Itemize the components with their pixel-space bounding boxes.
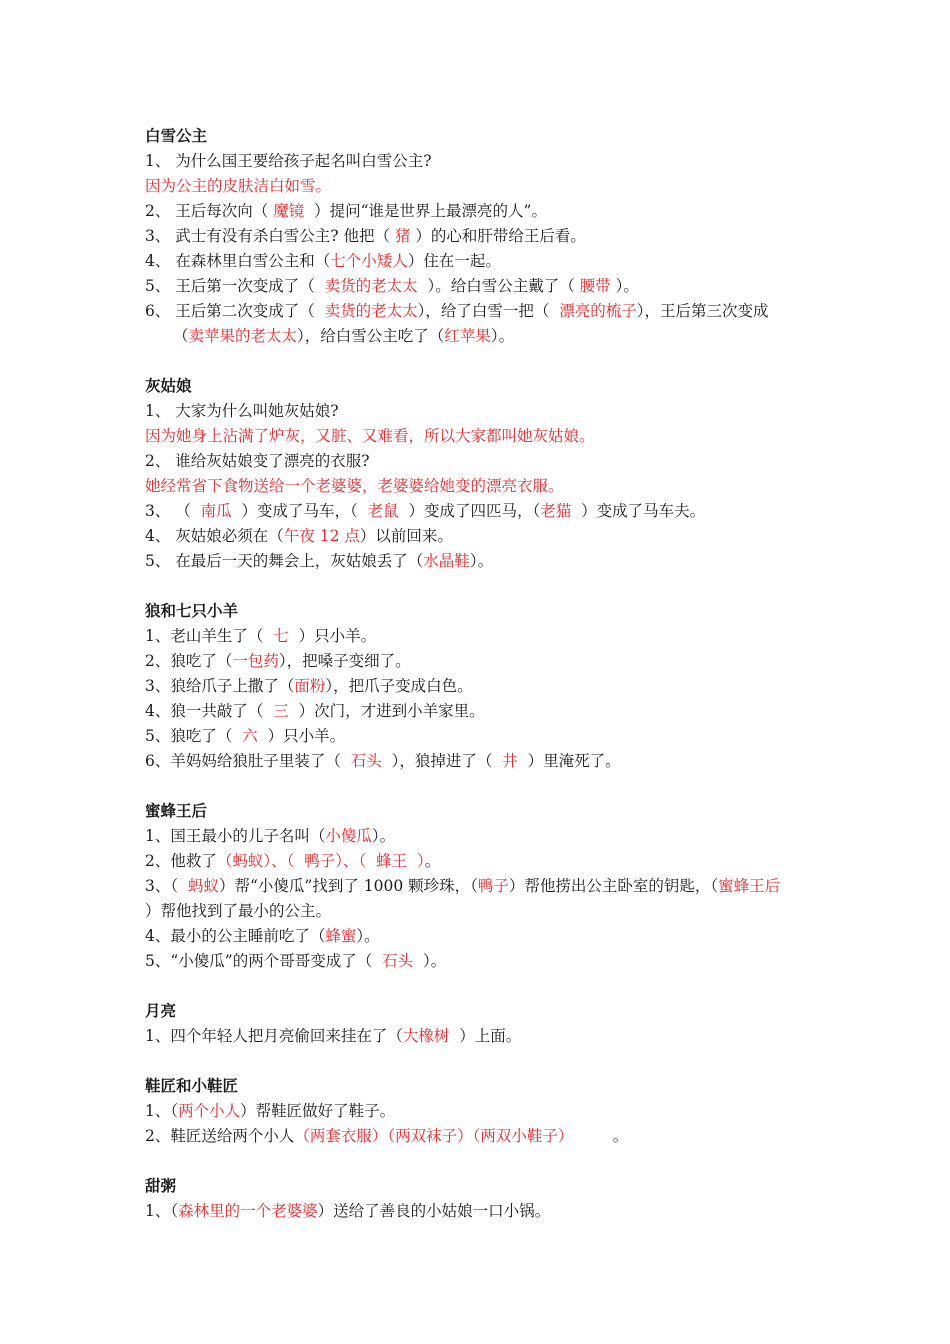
prompt-text: ）变成了四匹马，（ xyxy=(398,502,541,520)
question-line xyxy=(145,274,825,299)
section-title: 狼和七只小羊 xyxy=(145,602,239,620)
answer-text: 井 xyxy=(502,752,518,770)
section-gap xyxy=(145,349,825,374)
answer-text: 因为她身上沾满了炉灰，又脏、又难看，所以大家都叫她灰姑娘。 xyxy=(145,427,595,445)
prompt-text: ）以前回来。 xyxy=(359,527,453,545)
answer-text: 蜂蜜 xyxy=(325,927,357,945)
answer-text: 魔镜 xyxy=(273,202,305,220)
prompt-text: 4、 在森林里白雪公主和（ xyxy=(145,252,331,270)
answer-text: 一包药 xyxy=(232,652,279,670)
prompt-text: ）。 xyxy=(469,552,494,570)
section-title: 鞋匠和小鞋匠 xyxy=(145,1077,239,1095)
question-line xyxy=(145,849,825,874)
answer-text: 卖货的老太太 xyxy=(324,302,418,320)
prompt-text: 2、鞋匠送给两个小人 xyxy=(145,1127,295,1145)
prompt-text: 。 xyxy=(573,1127,629,1145)
prompt-text: ）住在一起。 xyxy=(407,252,501,270)
prompt-text: 1、国王最小的儿子名叫（ xyxy=(145,827,326,845)
prompt-text: 。 xyxy=(424,852,441,870)
prompt-text: ）变成了马车夫。 xyxy=(571,502,706,520)
prompt-text: ）。 xyxy=(610,277,639,295)
answer-text: 南瓜 xyxy=(200,502,232,520)
prompt-text: 5、 王后第一次变成了（ xyxy=(145,277,325,295)
answer-text: 老猫 xyxy=(540,502,572,520)
prompt-text: 5、“小傻瓜”的两个哥哥变成了（ xyxy=(145,952,383,970)
answer-text: 卖货的老太太 xyxy=(324,277,418,295)
prompt-text: 3、狼给爪子上撒了（ xyxy=(145,677,295,695)
prompt-text: 4、最小的公主睡前吃了（ xyxy=(145,927,326,945)
prompt-text: ）。 xyxy=(371,827,396,845)
prompt-text: ），给了白雪一把（ xyxy=(417,302,560,320)
prompt-text: ）变成了马车，（ xyxy=(231,502,368,520)
prompt-text: ）送给了善良的小姑娘一口小锅。 xyxy=(317,1202,551,1220)
question-line xyxy=(145,724,825,749)
question-line xyxy=(145,149,825,174)
answer-text: 老鼠 xyxy=(367,502,399,520)
answer-text: 石头 xyxy=(350,752,382,770)
prompt-text: ）。 xyxy=(413,952,447,970)
question-line xyxy=(145,324,825,349)
prompt-text: 4、狼一共敲了（ xyxy=(145,702,274,720)
prompt-text: ）帮他找到了最小的公主。 xyxy=(145,902,332,920)
section-gap xyxy=(145,974,825,999)
prompt-text: 5、狼吃了（ xyxy=(145,727,243,745)
prompt-text: ）的心和肝带给王后看。 xyxy=(410,227,586,245)
prompt-text: 1、四个年轻人把月亮偷回来挂在了（ xyxy=(145,1027,403,1045)
prompt-text: （ xyxy=(173,327,189,345)
question-line xyxy=(145,449,825,474)
answer-text: （蚂蚁）、（ 鸭子）、（ 蜂王 ） xyxy=(216,852,425,870)
prompt-text: ）。 xyxy=(356,927,380,945)
prompt-text: 3、 （ xyxy=(145,502,201,520)
answer-text: 蚂蚁 xyxy=(187,877,219,895)
question-line xyxy=(145,699,825,724)
answer-text: 六 xyxy=(242,727,258,745)
prompt-text: ）次门，才进到小羊家里。 xyxy=(288,702,485,720)
prompt-text: 2、 王后每次向（ xyxy=(145,202,274,220)
answer-text: 她经常省下食物送给一个老婆婆，老婆婆给她变的漂亮衣服。 xyxy=(145,477,564,495)
answer-text: 面粉 xyxy=(294,677,326,695)
section-gap xyxy=(145,774,825,799)
question-line xyxy=(145,299,825,324)
answer-text: 七 xyxy=(273,627,289,645)
section-title: 月亮 xyxy=(145,1002,177,1020)
question-line xyxy=(145,674,825,699)
question-line xyxy=(145,224,825,249)
prompt-text: ），狼掉进了（ xyxy=(381,752,503,770)
question-line xyxy=(145,1099,825,1124)
prompt-text: 3、 武士有没有杀白雪公主? 他把（ xyxy=(145,227,395,245)
prompt-text: ）。 xyxy=(490,327,515,345)
question-line xyxy=(145,549,825,574)
answer-text: 蜜蜂王后 xyxy=(718,877,781,895)
section-title: 甜粥 xyxy=(145,1177,177,1195)
question-line xyxy=(145,649,825,674)
answer-text: 红苹果 xyxy=(444,327,491,345)
answer-text: 水晶鞋 xyxy=(423,552,470,570)
answer-text: 两个小人 xyxy=(178,1102,241,1120)
question-line xyxy=(145,424,825,449)
answer-text: 大橡树 xyxy=(402,1027,450,1045)
prompt-text: ），王后第三次变成 xyxy=(636,302,769,320)
prompt-text: 6、 王后第二次变成了（ xyxy=(145,302,325,320)
question-line xyxy=(145,174,825,199)
prompt-text: ），把爪子变成白色。 xyxy=(325,677,473,695)
question-line xyxy=(145,524,825,549)
prompt-text: ）提问“谁是世界上最漂亮的人”。 xyxy=(304,202,547,220)
section-title: 灰姑娘 xyxy=(145,377,192,395)
answer-text: 漂亮的梳子 xyxy=(559,302,637,320)
answer-text: 卖苹果的老太太 xyxy=(188,327,298,345)
question-line xyxy=(145,499,825,524)
prompt-text: 1、 为什么国王要给孩子起名叫白雪公主? xyxy=(145,152,432,170)
prompt-text: 1、 大家为什么叫她灰姑娘? xyxy=(145,402,339,420)
answer-text: 鸭子 xyxy=(477,877,509,895)
prompt-text: ）只小羊。 xyxy=(257,727,346,745)
answer-text: 因为公主的皮肤洁白如雪。 xyxy=(145,177,332,195)
question-line xyxy=(145,749,825,774)
answer-text: 森林里的一个老婆婆 xyxy=(178,1202,318,1220)
prompt-text: ）帮鞋匠做好了鞋子。 xyxy=(240,1102,396,1120)
section-gap xyxy=(145,574,825,599)
prompt-text: ），把嗓子变细了。 xyxy=(278,652,411,670)
prompt-text: 3、（ xyxy=(145,877,188,895)
section-title: 白雪公主 xyxy=(145,127,208,145)
question-line xyxy=(145,824,825,849)
question-line xyxy=(145,949,825,974)
prompt-text: ）只小羊。 xyxy=(288,627,377,645)
answer-text: 石头 xyxy=(382,952,414,970)
prompt-text: 5、 在最后一天的舞会上，灰姑娘丢了（ xyxy=(145,552,424,570)
question-line xyxy=(145,899,825,924)
prompt-text: 1、（ xyxy=(145,1102,179,1120)
prompt-text: ）上面。 xyxy=(449,1027,522,1045)
prompt-text: 2、他救了 xyxy=(145,852,217,870)
question-line xyxy=(145,474,825,499)
question-line xyxy=(145,924,825,949)
question-line xyxy=(145,399,825,424)
prompt-text: ）帮“小傻瓜”找到了 1000 颗珍珠，（ xyxy=(218,877,478,895)
answer-text: （两套衣服）（两双袜子）（两双小鞋子） xyxy=(294,1127,574,1145)
question-line xyxy=(145,1024,825,1049)
prompt-text: ），给白雪公主吃了（ xyxy=(297,327,445,345)
prompt-text: 1、老山羊生了（ xyxy=(145,627,274,645)
prompt-text: 2、 谁给灰姑娘变了漂亮的衣服? xyxy=(145,452,370,470)
section-gap xyxy=(145,1149,825,1174)
question-line xyxy=(145,624,825,649)
answer-text: 腰带 xyxy=(579,277,611,295)
prompt-text: 6、羊妈妈给狼肚子里装了（ xyxy=(145,752,351,770)
prompt-text: 4、 灰姑娘必须在（ xyxy=(145,527,284,545)
prompt-text: 1、（ xyxy=(145,1202,179,1220)
section-title: 蜜蜂王后 xyxy=(145,802,208,820)
answer-text: 午夜 12 点 xyxy=(283,527,360,545)
document-page xyxy=(145,124,825,1224)
prompt-text: ）。给白雪公主戴了（ xyxy=(417,277,580,295)
section-gap xyxy=(145,1049,825,1074)
answer-text: 猪 xyxy=(394,227,411,245)
question-line xyxy=(145,1199,825,1224)
prompt-text: ）里淹死了。 xyxy=(517,752,621,770)
answer-text: 三 xyxy=(273,702,289,720)
question-line xyxy=(145,874,825,899)
prompt-text: ）帮他捞出公主卧室的钥匙，（ xyxy=(508,877,719,895)
question-line xyxy=(145,1124,825,1149)
prompt-text: 2、狼吃了（ xyxy=(145,652,233,670)
question-line xyxy=(145,249,825,274)
answer-text: 小傻瓜 xyxy=(325,827,372,845)
question-line xyxy=(145,199,825,224)
answer-text: 七个小矮人 xyxy=(330,252,408,270)
